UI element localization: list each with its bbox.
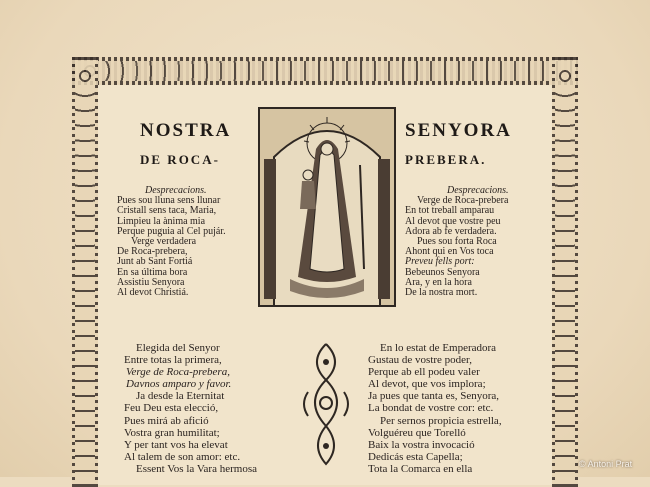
stanza-line: En lo estat de Emperadora [380,342,497,354]
stanza-line: Al talem de son amor: etc. [124,450,241,463]
stanza-line: Essent Vos la Vara hermosa [136,462,257,475]
stanza-line: Perque ab ell podeu valer [368,366,480,379]
verse-line: Bebeunos Senyora [405,266,480,278]
verse-line: Junt ab Sant Fortiá [117,256,193,268]
stanza-line: Elegida del Senyor [136,342,220,354]
stanza-line: Tota la Comarca en ella [368,462,473,475]
verse-line: Pues sou forta Roca [417,236,497,248]
verse-line: Pues sou lluna sens llunar [117,195,221,207]
verse-line: Perque puguia al Cel pujár. [117,225,226,237]
subtitle-right: PREBERA. [405,152,487,167]
photo-credit: © Antoni Prat [579,459,633,469]
verse-line: Assistiu Senyora [117,276,185,288]
verse-line: Preveu fells port: [405,256,475,268]
verse-block-left [117,186,226,298]
stanza-line: Baix la vostra invocació [368,438,475,451]
title-left: NOSTRA [140,120,232,141]
stanza-line: Entre totas la primera, [124,354,222,367]
verse-line: Adora ab fe verdadera. [405,225,497,237]
verse-heading: Desprecacions. [447,185,509,196]
stanza-line: Pues mirá ab afició [124,414,209,427]
stanza-line: Vostra gran humilitat; [124,426,220,439]
stanza-line: Feu Deu esta elecció, [124,402,219,415]
stanza-line: Verge de Roca-prebera, [126,366,230,379]
stanza-line: Davnos amparo y favor. [126,378,232,391]
title-right: SENYORA [405,120,512,141]
subtitle-left: DE ROCA- [140,152,220,167]
verse-line: Al devot Christiá. [117,287,189,299]
verse-line: Al devot que vostre peu [405,215,501,227]
stanza-left [124,342,257,475]
verse-line: Cristall sens taca, Maria, [117,205,217,217]
virgin-figure-icon [260,109,394,305]
ornamental-border-top [72,57,578,85]
verse-line: En sa última bora [117,266,188,278]
stanza-line: Volguéreu que Torelló [368,426,466,439]
ornamental-border-left [72,57,98,487]
stanza-line: Per sernos propicia estrella, [380,414,502,427]
stanza-line: La bondat de vostre cor: etc. [368,402,494,415]
verse-line: Limpieu la ànima mia [117,215,206,227]
verse-line: En tot treball amparau [405,205,495,217]
stanza-line: Al devot, que vos implora; [368,378,486,391]
stanza-right [368,342,502,475]
verse-line: Ara, y en la hora [405,276,472,288]
center-ornament-icon [298,342,354,477]
verse-line: Ahont qui en Vos toca [405,246,494,258]
verse-line: Verge de Roca-prebera [417,195,509,207]
stanza-line: Dedicás esta Capella; [368,450,463,463]
verse-line: Verge verdadera [131,236,197,248]
verse-line: De la nostra mort. [405,287,478,299]
verse-block-right [405,186,509,298]
stanza-line: Gustau de vostre poder, [368,354,473,367]
verse-line: De Roca-prebera, [117,246,188,258]
stanza-line: Y per tant vos ha elevat [124,438,228,451]
verse-heading: Desprecacions. [145,185,207,196]
ornamental-border-right [552,57,578,487]
stanza-line: Ja pues que tanta es, Senyora, [368,390,500,403]
virgin-illustration [258,107,396,307]
stanza-line: Ja desde la Eternitat [136,390,225,403]
